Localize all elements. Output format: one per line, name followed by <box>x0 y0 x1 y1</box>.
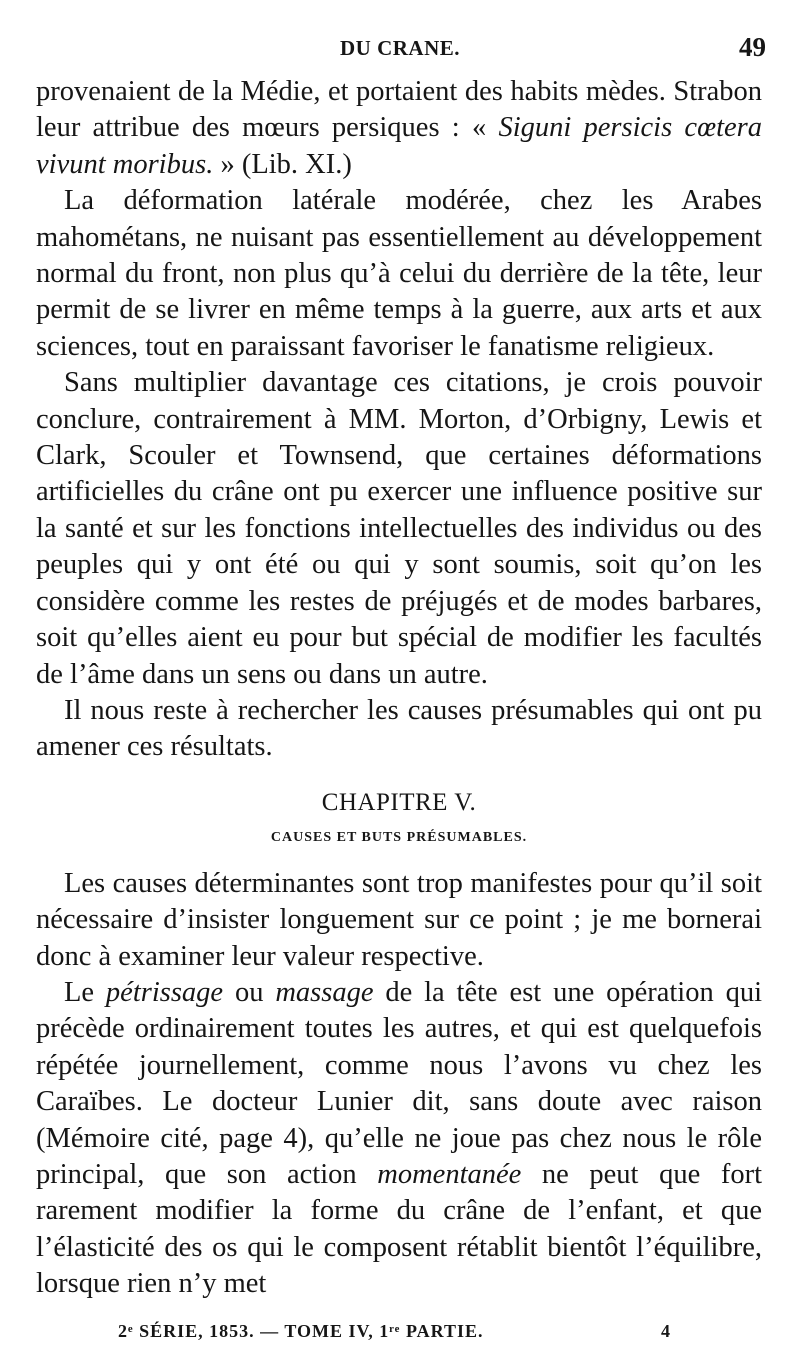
text-span: provenaient de la Médie, et portaient des habits mèdes. Strabon leur attribue des mœurs persiques : « <box>36 76 762 144</box>
paragraph: Il nous reste à rechercher les causes présumables qui ont pu amener ces résultats. <box>36 694 762 763</box>
text-span: ou <box>223 976 276 1008</box>
text-span: de la tête est une opération qui précède ordinairement toutes les autres, et qui est quelquefois répétée journellement, comme nous l’avons vu chez les Caraïbes. Le docteur Lunier dit, sans doute avec raison (Mémoire cité, page 4), qu’elle ne joue pas chez nous le rôle principal, que son action <box>36 976 762 1190</box>
paragraph-continued <box>36 74 762 183</box>
paragraph: Les causes déterminantes sont trop manifestes pour qu’il soit nécessaire d’insister longuement sur ce point ; je me bornerai donc à examiner leur valeur respective. <box>36 867 762 972</box>
text-span: » (Lib. XI.) <box>213 148 352 180</box>
chapter-subtitle: CAUSES ET BUTS PRÉSUMABLES. <box>270 829 528 845</box>
paragraph: La déformation latérale modérée, chez les Arabes mahométans, ne nuisant pas essentiellement au développement normal du front, non plus qu’à celui du derrière de la tête, leur permit de se livrer en même temps à la guerre, aux arts et aux sciences, tout en paraissant favoriser le fanatisme religieux. <box>36 185 762 362</box>
paragraph: Sans multiplier davantage ces citations, je crois pouvoir conclure, contrairement à MM. Morton, d’Orbigny, Lewis et Clark, Scouler et Townsend, que certaines déformations artificielles du crâne ont pu exercer une influence positive sur la santé et sur les fonctions intellectuelles des individus ou des peuples qui y ont été ou qui y sont soumis, soit qu’on les considère comme les restes de préjugés et de modes barbares, soit qu’elles aient eu pour but spécial de modifier les facultés de l’âme dans un sens ou dans un autre. <box>36 367 762 690</box>
running-title: DU CRANE. <box>340 36 460 60</box>
latin-quote: Siguni persicis cœtera vivunt moribus. <box>36 112 762 180</box>
body-text <box>36 74 762 1303</box>
italic-term: pétrissage <box>105 976 224 1008</box>
text-span: ne peut que fort rarement modifier la forme du crâne de l’enfant, et que l’élasticité des os qui le composent rétablit bientôt l’équilibre, lorsque rien n’y met <box>36 1158 762 1300</box>
running-head <box>0 30 800 66</box>
italic-term: momentanée <box>377 1158 522 1190</box>
page-number: 49 <box>739 32 766 62</box>
footer-series: 2ᵉ SÉRIE, 1853. — TOME IV, 1ʳᵉ PARTIE. <box>118 1321 484 1341</box>
chapter-title: CHAPITRE V. <box>321 788 477 816</box>
italic-term: massage <box>275 976 374 1008</box>
signature-mark: 4 <box>661 1321 670 1341</box>
footer <box>0 1321 800 1351</box>
paragraph <box>36 975 762 1303</box>
text-span: Le <box>64 976 106 1008</box>
